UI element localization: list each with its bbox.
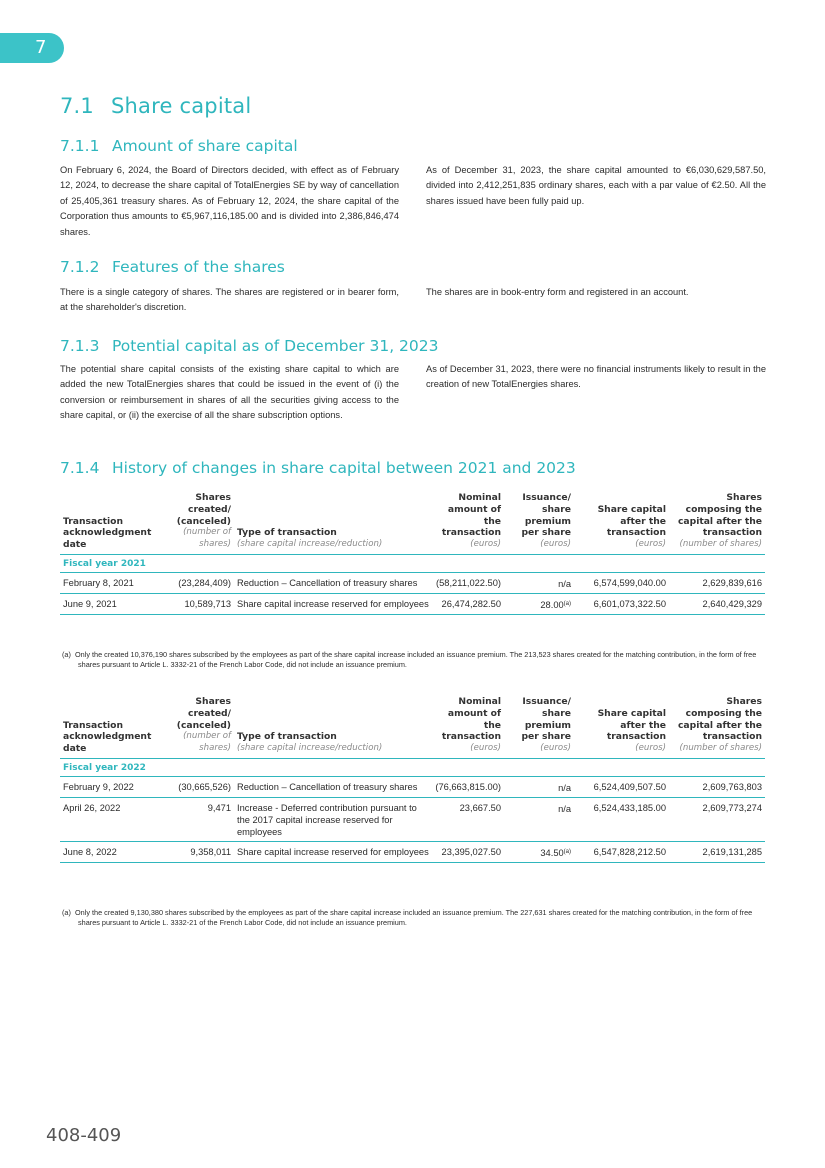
paragraph-potential-capital: The potential share capital consists of the existing share capital to which are added the new TotalEnergies shares that could be issued in the event of (i) the conversion or reimbursement in shares of all the securities giving access to the share capital, or (ii) the exercise of all the share subscription options. [60, 364, 399, 421]
cell-nominal: (58,211,022.50) [432, 572, 504, 593]
paragraph-share-capital-2023: As of December 31, 2023, the share capital amounted to €6,030,629,587.50, divided into 2,412,251,835 ordinary shares, each with a par value of €2.50. All the shares issued have been fully paid up. [426, 165, 766, 206]
subsection-heading-713 [60, 337, 439, 355]
subsection-heading-714 [60, 459, 576, 477]
paragraph-no-instruments: As of December 31, 2023, there were no financial instruments likely to result in the creation of new TotalEnergies shares. [426, 364, 766, 390]
col-header-shares: Shares created/ (canceled) (number of shares) [166, 492, 234, 554]
cell-date: April 26, 2022 [60, 797, 166, 841]
cell-type: Increase - Deferred contribution pursuant to the 2017 capital increase reserved for employees [234, 797, 432, 841]
col-header-date: Transaction acknowledgment date [60, 696, 166, 758]
subsection-number: 7.1.4 [60, 459, 100, 477]
col-header-composing: Shares composing the capital after the transaction (number of shares) [669, 696, 765, 758]
subsection-number: 7.1.3 [60, 337, 100, 355]
cell-capital: 6,601,073,322.50 [574, 593, 669, 614]
table-footnote-2022: (a) Only the created 9,130,380 shares subscribed by the employees as part of the share capital increase included an issuance premium. The 227,631 shares created for the matching contribution, in the form of free shares pursuant to Article L. 3332-21 of the French Labor Code, did not include an issuance premium. [62, 908, 753, 927]
fiscal-year-label: Fiscal year 2022 [60, 758, 765, 776]
cell-date: June 9, 2021 [60, 593, 166, 614]
cell-type: Reduction – Cancellation of treasury shares [234, 572, 432, 593]
cell-premium: 34.50$^{(a)}$ [504, 841, 574, 862]
cell-capital: 6,547,828,212.50 [574, 841, 669, 862]
section-title-text: Share capital [111, 94, 252, 118]
col-header-date: Transaction acknowledgment date [60, 492, 166, 554]
col-header-nominal: Nominal amount of the transaction (euros) [432, 696, 504, 758]
cell-premium: 28.00$^{(a)}$ [504, 593, 574, 614]
col-header-capital: Share capital after the transaction (euros) [574, 696, 669, 758]
cell-composing: 2,629,839,616 [669, 572, 765, 593]
cell-type: Share capital increase reserved for employees [234, 841, 432, 862]
subsection-title: Features of the shares [112, 258, 285, 276]
subsection-heading-711 [60, 137, 298, 155]
cell-shares: 9,358,011 [166, 841, 234, 862]
cell-capital: 6,524,433,185.00 [574, 797, 669, 841]
subsection-heading-712 [60, 258, 285, 276]
cell-nominal: (76,663,815.00) [432, 776, 504, 797]
cell-shares: (30,665,526) [166, 776, 234, 797]
col-header-type: Type of transaction (share capital increase/reduction) [234, 696, 432, 758]
cell-nominal: 26,474,282.50 [432, 593, 504, 614]
cell-date: June 8, 2022 [60, 841, 166, 862]
cell-type: Share capital increase reserved for employees [234, 593, 432, 614]
table-row [60, 841, 765, 862]
cell-premium: n/a [504, 797, 574, 841]
table-header-row [60, 492, 765, 554]
col-header-premium: Issuance/ share premium per share (euros) [504, 492, 574, 554]
subsection-number: 7.1.1 [60, 137, 100, 155]
cell-shares: (23,284,409) [166, 572, 234, 593]
col-header-premium: Issuance/ share premium per share (euros) [504, 696, 574, 758]
share-capital-history-table-2021 [60, 492, 765, 615]
page-number: 408-409 [46, 1125, 122, 1146]
cell-date: February 8, 2021 [60, 572, 166, 593]
chapter-number-tab: 7 [0, 33, 64, 63]
cell-composing: 2,609,763,803 [669, 776, 765, 797]
cell-premium: n/a [504, 776, 574, 797]
paragraph-share-capital-2024: On February 6, 2024, the Board of Directors decided, with effect as of February 12, 2024, to decrease the share capital of TotalEnergies SE by way of cancellation of 25,405,361 treasury shares. As of February 12, 2024, the share capital of the Corporation thus amounts to €5,967,116,185.00 and is divided into 2,386,846,474 shares. [60, 165, 399, 237]
col-header-capital: Share capital after the transaction (euros) [574, 492, 669, 554]
cell-composing: 2,609,773,274 [669, 797, 765, 841]
table-row [60, 776, 765, 797]
subsection-title: History of changes in share capital between 2021 and 2023 [112, 459, 576, 477]
table-row [60, 572, 765, 593]
col-header-type: Type of transaction (share capital increase/reduction) [234, 492, 432, 554]
cell-type: Reduction – Cancellation of treasury shares [234, 776, 432, 797]
share-capital-history-table-2022 [60, 696, 765, 863]
subsection-title: Amount of share capital [112, 137, 298, 155]
subsection-number: 7.1.2 [60, 258, 100, 276]
subsection-title: Potential capital as of December 31, 2023 [112, 337, 439, 355]
col-header-shares: Shares created/ (canceled) (number of shares) [166, 696, 234, 758]
fiscal-year-label: Fiscal year 2021 [60, 554, 765, 572]
col-header-nominal: Nominal amount of the transaction (euros) [432, 492, 504, 554]
cell-premium: n/a [504, 572, 574, 593]
table-row [60, 593, 765, 614]
cell-composing: 2,619,131,285 [669, 841, 765, 862]
cell-shares: 10,589,713 [166, 593, 234, 614]
table-footnote-2021: (a) Only the created 10,376,190 shares subscribed by the employees as part of the share capital increase included an issuance premium. The 213,523 shares created for the matching contribution, in the form of free shares pursuant to Article L. 3332-21 of the French Labor Code, did not include an issuance premium. [62, 650, 757, 669]
table-header-row [60, 696, 765, 758]
cell-capital: 6,524,409,507.50 [574, 776, 669, 797]
table-row [60, 797, 765, 841]
cell-nominal: 23,395,027.50 [432, 841, 504, 862]
section-title [60, 94, 251, 118]
cell-date: February 9, 2022 [60, 776, 166, 797]
col-header-composing: Shares composing the capital after the transaction (number of shares) [669, 492, 765, 554]
fiscal-year-row [60, 758, 765, 776]
fiscal-year-row [60, 554, 765, 572]
section-number: 7.1 [60, 94, 94, 118]
cell-composing: 2,640,429,329 [669, 593, 765, 614]
paragraph-shares-form: The shares are in book-entry form and registered in an account. [426, 287, 689, 297]
cell-shares: 9,471 [166, 797, 234, 841]
cell-nominal: 23,667.50 [432, 797, 504, 841]
cell-capital: 6,574,599,040.00 [574, 572, 669, 593]
paragraph-shares-category: There is a single category of shares. The shares are registered or in bearer form, at the shareholder's discretion. [60, 287, 399, 313]
